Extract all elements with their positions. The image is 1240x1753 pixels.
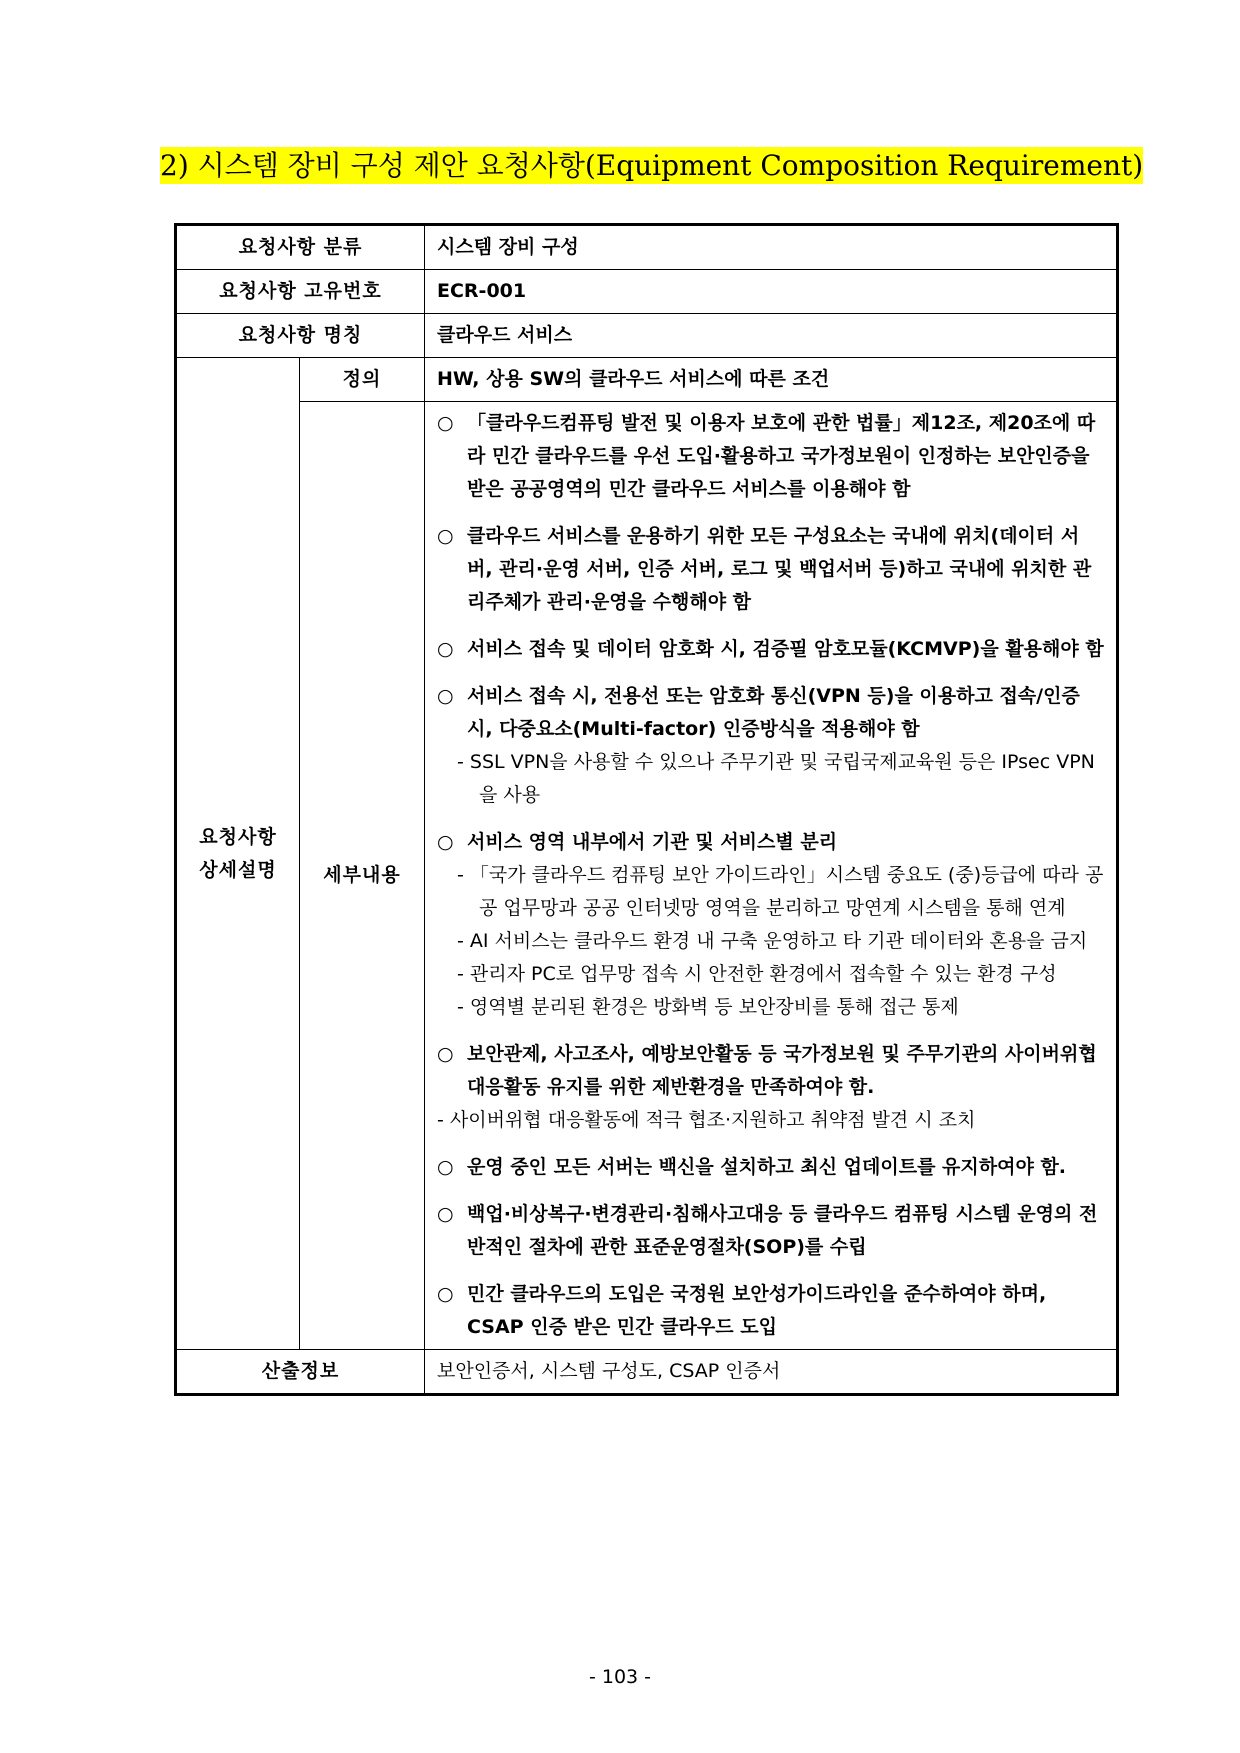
section-title bbox=[160, 146, 1143, 186]
category-label: 요청사항 분류 bbox=[176, 225, 425, 270]
id-value: ECR-001 bbox=[425, 270, 1118, 314]
detail-label bbox=[176, 358, 300, 1350]
name-label: 요청사항 명칭 bbox=[176, 314, 425, 358]
id-label: 요청사항 고유번호 bbox=[176, 270, 425, 314]
table-row bbox=[176, 1350, 1118, 1395]
item-text: 민간 클라우드의 도입은 국정원 보안성가이드라인을 준수하여야 하며, CSAP 인증 받은 민간 클라우드 도입 bbox=[467, 1283, 1047, 1338]
detail-label-line1: 요청사항 bbox=[199, 825, 277, 848]
definition-label: 정의 bbox=[300, 358, 425, 402]
list-item bbox=[437, 407, 1104, 506]
table-row bbox=[176, 402, 1118, 1350]
sub-item: - AI 서비스는 클라우드 환경 내 구축 운영하고 타 기관 데이터와 혼용을 금지 bbox=[457, 930, 1088, 952]
circle-bullet-icon: ○ bbox=[437, 412, 454, 434]
item-text: 서비스 영역 내부에서 기관 및 서비스별 분리 bbox=[467, 831, 838, 853]
item-text: 서비스 접속 및 데이터 암호화 시, 검증필 암호모듈(KCMVP)을 활용해야 함 bbox=[467, 638, 1104, 660]
list-item bbox=[437, 680, 1104, 812]
table-row bbox=[176, 358, 1118, 402]
list-item bbox=[437, 1151, 1104, 1184]
sub-item: - 「국가 클라우드 컴퓨팅 보안 가이드라인」시스템 중요도 (중)등급에 따라 공공 업무망과 공공 인터넷망 영역을 분리하고 망연계 시스템을 통해 연계 bbox=[457, 864, 1104, 919]
sub-item: - SSL VPN을 사용할 수 있으나 주무기관 및 국립국제교육원 등은 IPsec VPN을 사용 bbox=[457, 751, 1095, 806]
table-row bbox=[176, 270, 1118, 314]
circle-bullet-icon: ○ bbox=[437, 685, 454, 707]
name-value: 클라우드 서비스 bbox=[425, 314, 1118, 358]
item-text: 「클라우드컴퓨팅 발전 및 이용자 보호에 관한 법률」제12조, 제20조에 따라 민간 클라우드를 우선 도입·활용하고 국가정보원이 인정하는 보안인증을 받은 공공영역의 민간 클라우드 서비스를 이용해야 함 bbox=[467, 412, 1096, 500]
list-item bbox=[437, 1278, 1104, 1344]
content-value bbox=[425, 402, 1118, 1350]
sub-item: - 사이버위협 대응활동에 적극 협조·지원하고 취약점 발견 시 조치 bbox=[437, 1109, 976, 1131]
sub-item: - 영역별 분리된 환경은 방화벽 등 보안장비를 통해 접근 통제 bbox=[457, 996, 959, 1018]
circle-bullet-icon: ○ bbox=[437, 1283, 454, 1305]
circle-bullet-icon: ○ bbox=[437, 638, 454, 660]
item-text: 백업·비상복구·변경관리·침해사고대응 등 클라우드 컴퓨팅 시스템 운영의 전반적인 절차에 관한 표준운영절차(SOP)를 수립 bbox=[467, 1203, 1098, 1258]
category-value: 시스템 장비 구성 bbox=[425, 225, 1118, 270]
list-item bbox=[437, 520, 1104, 619]
requirement-table bbox=[174, 223, 1119, 1396]
list-item bbox=[437, 633, 1104, 666]
output-label: 산출정보 bbox=[176, 1350, 425, 1395]
content-label: 세부내용 bbox=[300, 402, 425, 1350]
definition-value: HW, 상용 SW의 클라우드 서비스에 따른 조건 bbox=[425, 358, 1118, 402]
list-item bbox=[437, 826, 1104, 1024]
list-item bbox=[437, 1198, 1104, 1264]
circle-bullet-icon: ○ bbox=[437, 831, 454, 853]
section-title-text: 2) 시스템 장비 구성 제안 요청사항(Equipment Composition Requirement) bbox=[160, 149, 1144, 182]
item-text: 보안관제, 사고조사, 예방보안활동 등 국가정보원 및 주무기관의 사이버위협 대응활동 유지를 위한 제반환경을 만족하여야 함. bbox=[467, 1043, 1097, 1098]
item-text: 서비스 접속 시, 전용선 또는 암호화 통신(VPN 등)을 이용하고 접속/인증 시, 다중요소(Multi-factor) 인증방식을 적용해야 함 bbox=[467, 685, 1080, 740]
circle-bullet-icon: ○ bbox=[437, 525, 454, 547]
item-text: 운영 중인 모든 서버는 백신을 설치하고 최신 업데이트를 유지하여야 함. bbox=[467, 1156, 1067, 1178]
table-row bbox=[176, 314, 1118, 358]
list-item bbox=[437, 1038, 1104, 1137]
sub-item: - 관리자 PC로 업무망 접속 시 안전한 환경에서 접속할 수 있는 환경 구성 bbox=[457, 963, 1057, 985]
output-value: 보안인증서, 시스템 구성도, CSAP 인증서 bbox=[425, 1350, 1118, 1395]
item-text: 클라우드 서비스를 운용하기 위한 모든 구성요소는 국내에 위치(데이터 서버, 관리·운영 서버, 인증 서버, 로그 및 백업서버 등)하고 국내에 위치한 관리주체가 관리·운영을 수행해야 함 bbox=[467, 525, 1092, 613]
page-number: - 103 - bbox=[588, 1666, 652, 1688]
circle-bullet-icon: ○ bbox=[437, 1203, 454, 1225]
detail-label-line2: 상세설명 bbox=[199, 858, 277, 881]
table-row bbox=[176, 225, 1118, 270]
circle-bullet-icon: ○ bbox=[437, 1043, 454, 1065]
circle-bullet-icon: ○ bbox=[437, 1156, 454, 1178]
